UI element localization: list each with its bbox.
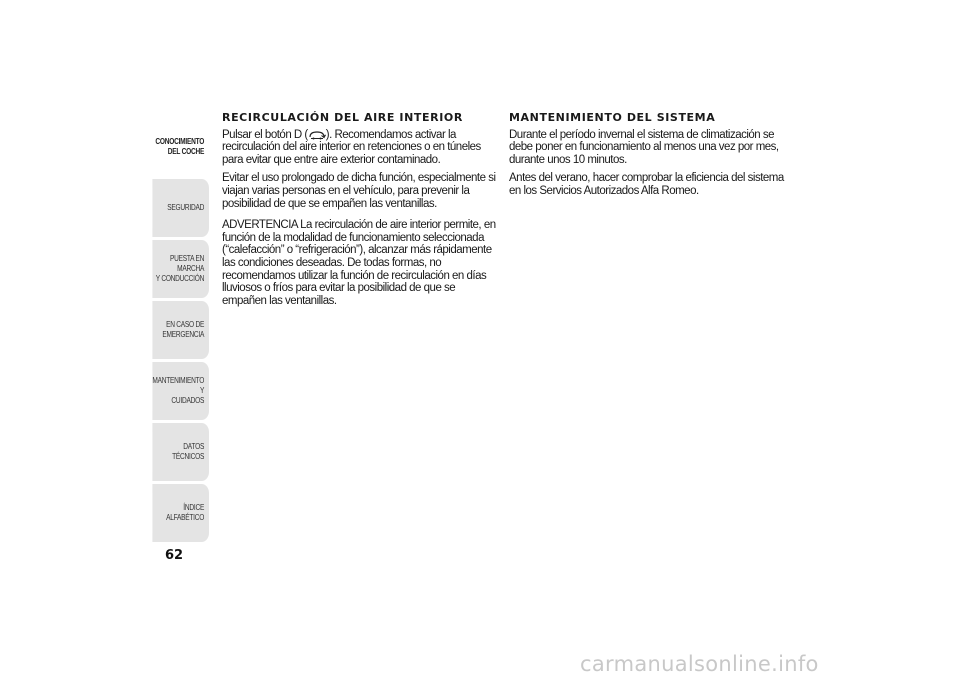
chapter-tab[interactable] (152, 484, 209, 542)
maintenance-section (509, 112, 789, 204)
chapter-tab-label: SEGURIDAD (167, 203, 205, 212)
para1-text-end: ). Recomendamos activar la recirculación del aire interior en retenciones o en túneles para evitar que entre aire exterior contaminado. (222, 128, 481, 166)
recirculation-paragraph-1 (222, 129, 502, 167)
maintenance-heading: MANTENIMIENTO DEL SISTEMA (509, 111, 716, 124)
chapter-tab-label: ÍNDICE ALFABÉTICO (166, 503, 205, 522)
recirculation-paragraph-2: Evitar el uso prolongado de dicha función, especialmente si viajan varias personas en el vehículo, para prevenir la posibilidad de que se empañen las ventanillas. (222, 172, 496, 210)
chapter-tab-label: CONOCIMIENTO DEL COCHE (155, 137, 205, 156)
chapter-tab-label: DATOS TÉCNICOS (172, 442, 205, 461)
page-number: 62 (165, 548, 184, 563)
chapter-tab-label: MANTENIMIENTO Y CUIDADOS (152, 376, 205, 405)
chapter-tab[interactable] (152, 362, 209, 420)
chapter-tab[interactable] (152, 118, 209, 176)
recirculation-heading: RECIRCULACIÓN DEL AIRE INTERIOR (222, 111, 463, 124)
chapter-tab-label: PUESTA EN MARCHA Y CONDUCCIÓN (155, 254, 205, 283)
watermark: carmanualsonline.info (580, 652, 819, 676)
chapter-tabs (140, 118, 209, 545)
chapter-tab[interactable] (152, 240, 209, 298)
recirculation-section (222, 112, 502, 313)
maintenance-paragraph-1: Durante el período invernal el sistema de climatización se debe poner en funcionamiento al menos una vez por mes, durante unos 10 minutos. (509, 128, 779, 166)
chapter-tab[interactable] (152, 179, 209, 237)
chapter-tab[interactable] (152, 423, 209, 481)
para1-text-start: Pulsar el botón D ( (222, 128, 308, 141)
maintenance-paragraph-2: Antes del verano, hacer comprobar la eficiencia del sistema en los Servicios Autorizados Alfa Romeo. (509, 172, 784, 197)
air-recirculation-icon (308, 130, 326, 140)
recirculation-warning: ADVERTENCIA La recirculación de aire interior permite, en función de la modalidad de funcionamiento seleccionada (“calefacción” o “refrigeración”), alcanzar más rápidamente las condiciones deseadas. De todas formas, no recomendamos utilizar la función de recirculación en días lluviosos o fríos para evitar la posibilidad de que se empañen las ventanillas. (222, 219, 496, 307)
chapter-tab[interactable] (152, 301, 209, 359)
chapter-tab-label: EN CASO DE EMERGENCIA (162, 320, 205, 339)
